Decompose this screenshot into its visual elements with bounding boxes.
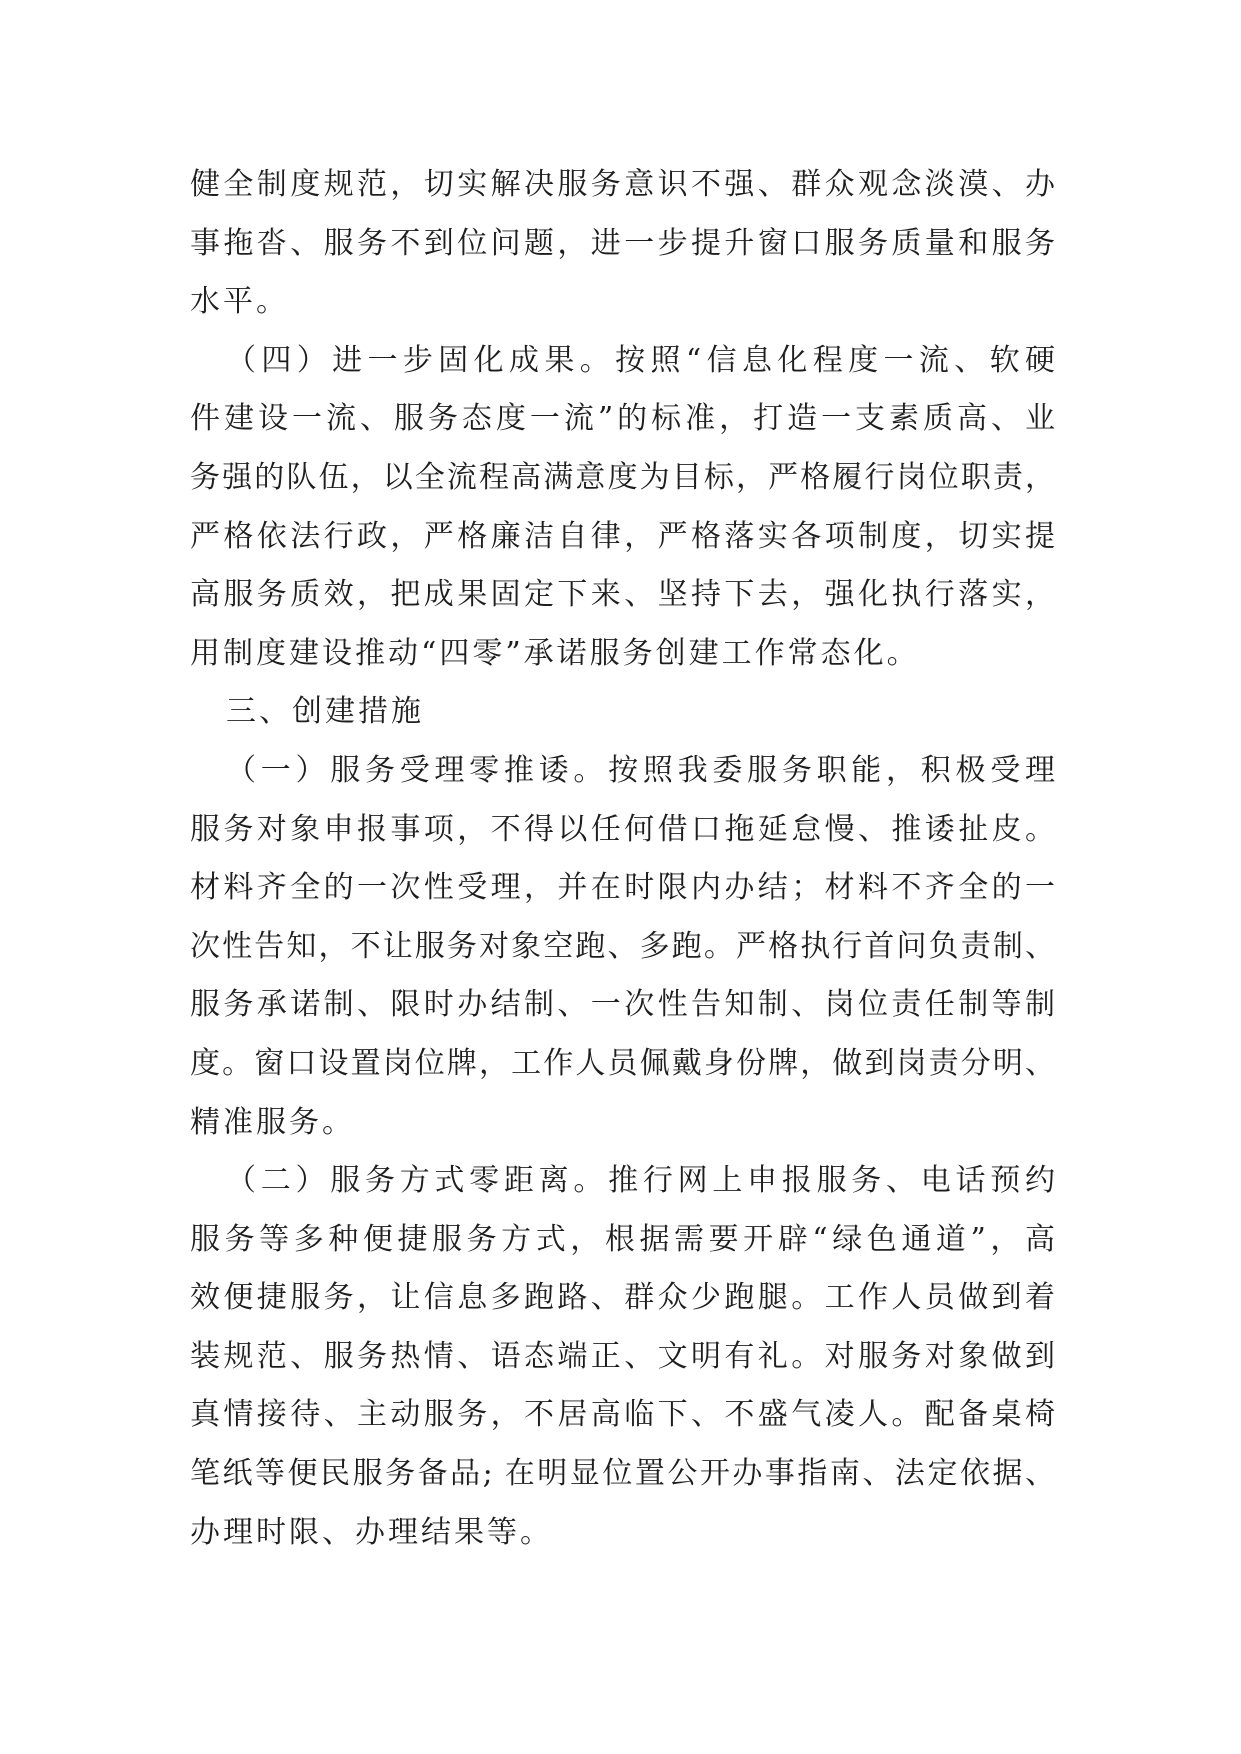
text-line: 度。窗口设置岗位牌，工作人员佩戴身份牌，做到岗责分明、 — [190, 1045, 1055, 1081]
text-line: 材料齐全的一次性受理，并在时限内办结；材料不齐全的一 — [190, 870, 1055, 906]
text-line: （一）服务受理零推诿。按照我委服务职能，积极受理 — [226, 752, 1055, 788]
paragraph — [190, 156, 1055, 332]
text-line: 健全制度规范，切实解决服务意识不强、群众观念淡漠、办 — [190, 167, 1055, 202]
text-line: 服务承诺制、限时办结制、一次性告知制、岗位责任制等制 — [190, 987, 1055, 1023]
text-line: 件建设一流、服务态度一流”的标准，打造一支素质高、业 — [190, 401, 1055, 437]
document-body — [190, 156, 1055, 1562]
text-line: 办理时限、办理结果等。 — [190, 1514, 553, 1550]
text-line: 效便捷服务，让信息多跑路、群众少跑腿。工作人员做到着 — [190, 1280, 1055, 1316]
text-line: 严格依法行政，严格廉洁自律，严格落实各项制度，切实提 — [190, 518, 1055, 554]
text-line: 服务等多种便捷服务方式，根据需要开辟“绿色通道”，高 — [190, 1221, 1055, 1257]
paragraph — [190, 1152, 1055, 1562]
text-line: 装规范、服务热情、语态端正、文明有礼。对服务对象做到 — [190, 1338, 1055, 1374]
text-line: 精准服务。 — [190, 1104, 355, 1140]
text-line: 笔纸等便民服务备品; 在明显位置公开办事指南、法定依据、 — [190, 1456, 1055, 1492]
text-line: 真情接待、主动服务，不居高临下、不盛气凌人。配备桌椅 — [190, 1397, 1055, 1433]
text-line: 高服务质效，把成果固定下来、坚持下去，强化执行落实， — [190, 577, 1055, 613]
text-line: 务强的队伍，以全流程高满意度为目标，严格履行岗位职责， — [190, 459, 1055, 495]
paragraph — [190, 332, 1055, 684]
text-line: 水平。 — [190, 284, 289, 320]
text-line: （二）服务方式零距离。推行网上申报服务、电话预约 — [226, 1163, 1055, 1199]
section-heading-text: 三、创建措施 — [226, 694, 424, 730]
text-line: （四）进一步固化成果。按照“信息化程度一流、软硬 — [226, 342, 1055, 378]
section-heading — [190, 683, 1055, 742]
text-line: 用制度建设推动“四零”承诺服务创建工作常态化。 — [190, 635, 920, 671]
paragraph — [190, 742, 1055, 1152]
text-line: 次性告知，不让服务对象空跑、多跑。严格执行首问负责制、 — [190, 928, 1055, 964]
text-line: 事拖沓、服务不到位问题，进一步提升窗口服务质量和服务 — [190, 225, 1055, 261]
text-line: 服务对象申报事项，不得以任何借口拖延怠慢、推诿扯皮。 — [190, 811, 1055, 847]
